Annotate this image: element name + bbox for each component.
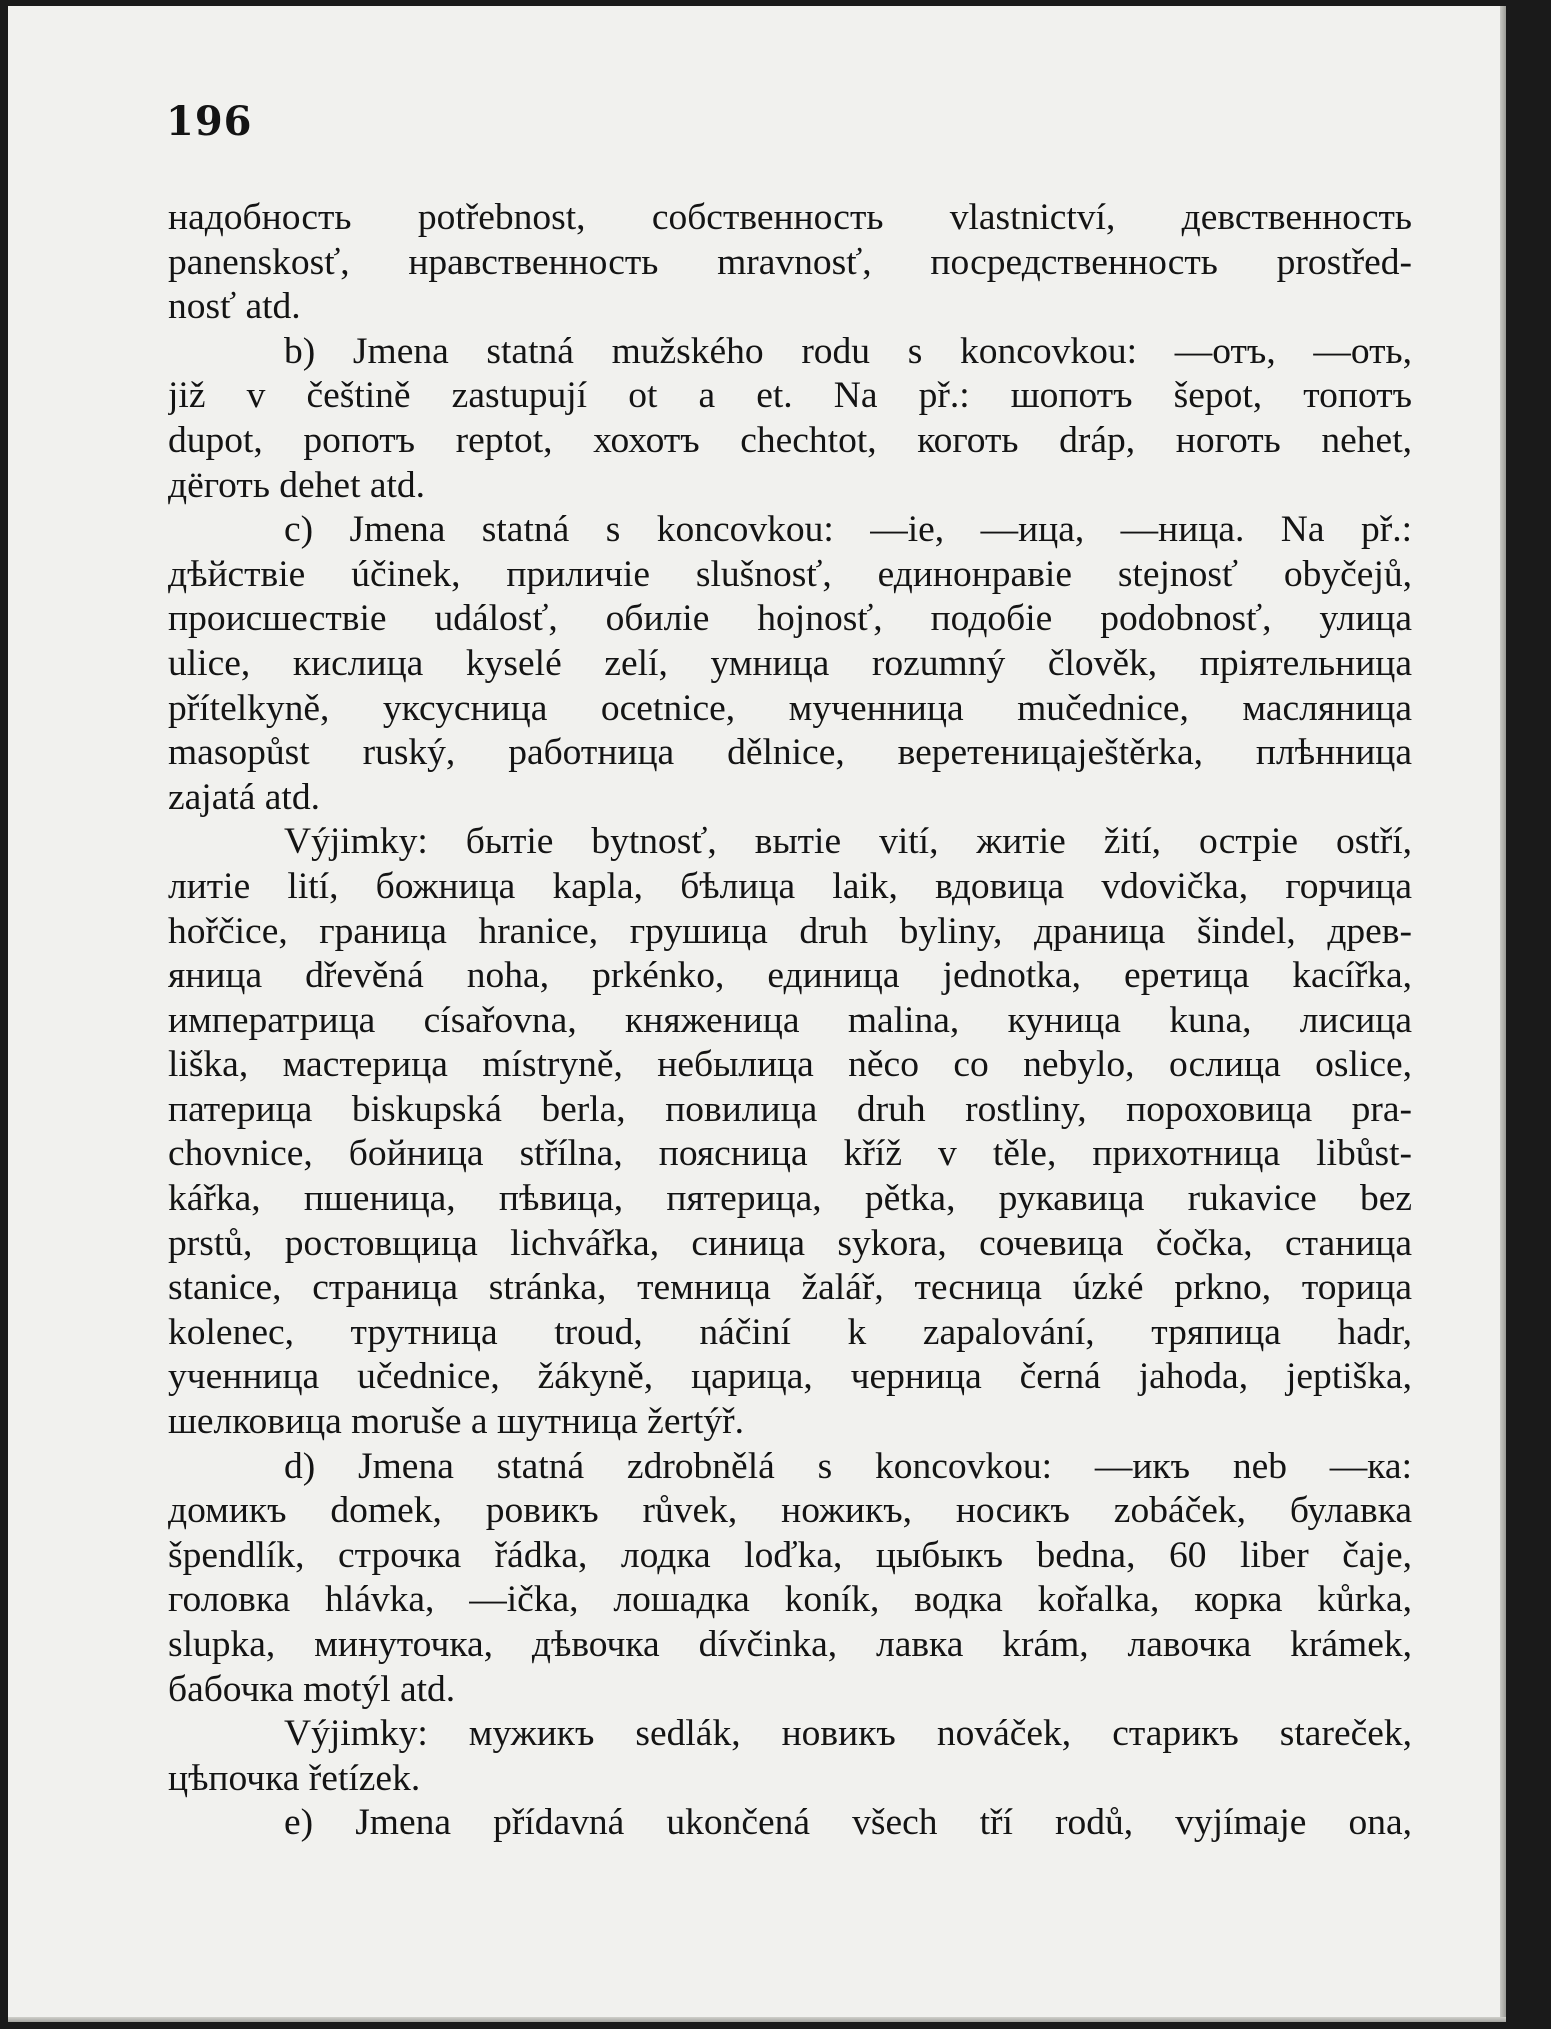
book-page [8,6,1506,2022]
text-line: дѣйствіе účinek, приличіе slušnosť, единонравіе stejnosť obyčejů, [168,553,1412,595]
text-line: kářka, пшеница, пѣвица, пятерица, pětka, рукавица rukavice bez [168,1178,1412,1220]
page-edge-right [1500,6,1506,2022]
text-line: ученница učednice, žákyně, царица, черница černá jahoda, jeptiška, [168,1356,1412,1398]
text-line: d) Jmena statná zdrobnělá s koncovkou: —икъ neb —ка: [284,1445,1412,1487]
text-line: panenskosť, нравственность mravnosť, посредственность prostřed- [168,241,1412,283]
text-line: бабочка motýl atd. [168,1668,456,1710]
text-line: již v češtině zastupují ot a et. Na př.: шопотъ šepot, топотъ [168,375,1412,417]
text-line: zajatá atd. [168,776,320,818]
text-line: шелковица moruše a шутница žertýř. [168,1401,744,1443]
text-line: Výjimky: мужикъ sedlák, новикъ nováček, старикъ stareček, [284,1713,1412,1755]
text-line: головка hlávka, —ička, лошадка koník, водка kořalka, корка kůrka, [168,1579,1412,1621]
text-line: яница dřevěná noha, prkénko, единица jednotka, еретица kacířka, [168,955,1412,997]
text-line: b) Jmena statná mužského rodu s koncovkou: —отъ, —оть, [284,330,1412,372]
text-line: nosť atd. [168,286,301,328]
text-line: домикъ domek, ровикъ růvek, ножикъ, носикъ zobáček, булавка [168,1490,1412,1532]
text-line: литіе lití, божница kapla, бѣлица laik, вдовица vdovička, горчица [168,865,1412,907]
text-line: kolenec, трутница troud, náčiní k zapalování, тряпица hadr, [168,1311,1412,1353]
text-line: chovnice, бойница střílna, поясница kříž v těle, прихотница libůst- [168,1133,1412,1175]
text-line: Výjimky: бытіе bytnosť, вытіе vití, житіе žití, остріе ostří, [284,821,1412,863]
text-line: e) Jmena přídavná ukončená všech tří rodů, vyjímaje ona, [284,1802,1412,1844]
text-line: патерица biskupská berla, повилица druh rostliny, пороховица pra- [168,1088,1412,1130]
text-line: ulice, кислица kyselé zelí, умница rozumný člověk, пріятельница [168,642,1412,684]
text-line: masopůst ruský, работница dělnice, веретеницаještěrka, плѣнница [168,732,1412,774]
text-line: императрица císařovna, княженица malina, куница kuna, лисица [168,999,1412,1041]
text-line: liška, мастерица místryně, небылица něco co nebylo, ослица oslice, [168,1044,1412,1086]
text-line: дёготь dehet atd. [168,464,426,506]
text-line: c) Jmena statná s koncovkou: —ie, —ица, —ница. Na př.: [284,509,1412,551]
text-line: přítelkyně, уксусница ocetnice, мученница mučednice, масляница [168,687,1412,729]
body-text [168,196,1412,1846]
text-line: prstů, ростовщица lichvářka, синица sykora, сочевица čočka, станица [168,1222,1412,1264]
text-line: slupka, минуточка, дѣвочка dívčinka, лавка krám, лавочка krámek, [168,1624,1412,1665]
page-number: 196 [166,98,253,145]
text-line: цѣпочка řetízek. [168,1757,421,1799]
text-line: надобность potřebnost, собственность vlastnictví, девственность [168,197,1412,238]
page-edge-bottom [8,2017,1506,2022]
text-line: hořčice, граница hranice, грушица druh byliny, драница šindel, древ- [168,910,1412,952]
text-line: špendlík, строчка řádka, лодка loďka, цыбыкъ bedna, 60 liber čaje, [168,1534,1412,1576]
text-line: dupot, ропотъ reptot, хохотъ chechtot, коготь dráp, ноготь nehet, [168,419,1412,461]
text-line: stanice, страница stránka, темница žalář, тесница úzké prkno, торица [168,1267,1412,1309]
text-line: происшествіе událosť, обиліе hojnosť, подобіе podobnosť, улица [168,598,1412,640]
